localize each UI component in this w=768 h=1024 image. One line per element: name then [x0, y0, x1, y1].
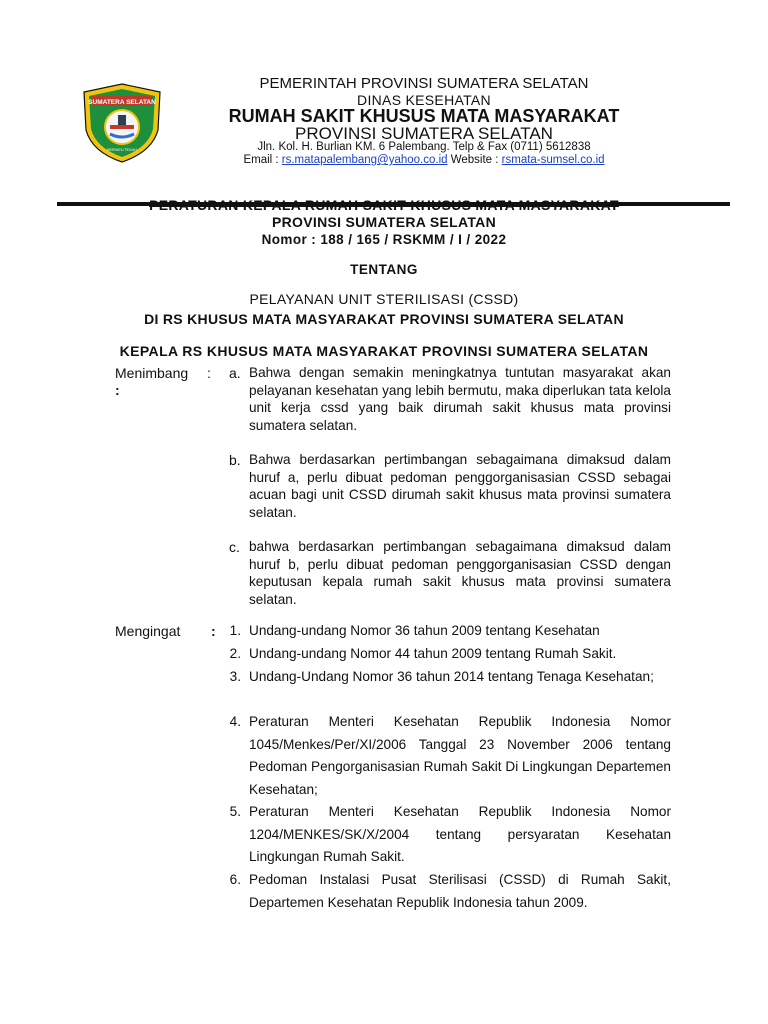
letterhead-divider [57, 202, 730, 206]
mengingat-item-1: Undang-undang Nomor 36 tahun 2009 tentang Kesehatan [249, 623, 600, 638]
subject-line-1: PELAYANAN UNIT STERILISASI (CSSD) [249, 291, 519, 307]
menimbang-item-b: Bahwa berdasarkan pertimbangan sebagaimana dimaksud dalam huruf a, perlu dibuat pedoman penggorganisasian CSSD sebagai acuan bagi unit CSSD dirumah sakit khusus mata provinsi sumatera selatan. [249, 452, 671, 521]
menimbang-colon-extra: : [115, 382, 120, 398]
letterhead-line-government: PEMERINTAH PROVINSI SUMATERA SELATAN [259, 75, 589, 92]
regulation-province: PROVINSI SUMATERA SELATAN [272, 214, 496, 230]
mengingat-label: Mengingat [115, 623, 181, 639]
menimbang-colon: : [207, 365, 211, 381]
letterhead-hospital-name: RUMAH SAKIT KHUSUS MATA MASYARAKAT [228, 106, 620, 126]
mengingat-item-6: Pedoman Instalasi Pusat Sterilisasi (CSSD) di Rumah Sakit, Departemen Kesehatan Republik Indonesia tahun 2009. [249, 872, 671, 910]
subject-line-2: DI RS KHUSUS MATA MASYARAKAT PROVINSI SUMATERA SELATAN [144, 311, 624, 327]
menimbang-item-c: bahwa berdasarkan pertimbangan sebagaimana dimaksud dalam huruf b, perlu dibuat pedoman penggorganisasian CSSD dengan keputusan kepala rumah sakit khusus mata provinsi sumatera selatan. [249, 539, 671, 608]
mengingat-marker-6: 6. [229, 872, 241, 887]
menimbang-marker-a: a. [229, 365, 241, 381]
mengingat-marker-5: 5. [229, 804, 241, 819]
menimbang-marker-b: b. [229, 452, 241, 468]
mengingat-marker-3: 3. [229, 669, 241, 684]
letterhead-address: Jln. Kol. H. Burlian KM. 6 Palembang. Telp & Fax (0711) 5612838 [257, 141, 591, 153]
mengingat-item-4: Peraturan Menteri Kesehatan Republik Indonesia Nomor 1045/Menkes/Per/XI/2006 Tanggal 23 November 2006 tentang Pedoman Pengorganisasian Rumah Sakit Di Lingkungan Departemen Kesehatan; [249, 714, 671, 797]
mengingat-colon: : [211, 623, 216, 639]
mengingat-marker-4: 4. [229, 714, 241, 729]
mengingat-marker-1: 1. [229, 623, 241, 638]
tentang-heading: TENTANG [350, 262, 418, 277]
menimbang-label: Menimbang [115, 365, 189, 381]
letterhead-province: PROVINSI SUMATERA SELATAN [295, 124, 553, 143]
logo-motto: BERSATU TEGUH [107, 148, 137, 152]
website-label: Website : [447, 154, 502, 166]
mengingat-marker-2: 2. [229, 646, 241, 661]
menimbang-item-a: Bahwa dengan semakin meningkatnya tuntutan masyarakat akan pelayanan kesehatan yang lebih bermutu, maka diperlukan tata kelola unit kerja cssd yang baik dirumah sakit khusus mata provinsi sumatera selatan. [249, 365, 671, 434]
letterhead-line-department: DINAS KESEHATAN [357, 92, 491, 108]
email-label: Email : [243, 154, 282, 166]
issuing-authority: KEPALA RS KHUSUS MATA MASYARAKAT PROVINSI SUMATERA SELATAN [119, 343, 649, 359]
logo-text: SUMATERA SELATAN [88, 99, 156, 106]
mengingat-item-3: Undang-Undang Nomor 36 tahun 2014 tentang Tenaga Kesehatan; [249, 669, 654, 684]
letterhead-contact [40, 154, 768, 166]
email-link[interactable]: rs.matapalembang@yahoo.co.id [281, 154, 448, 166]
regulation-number: Nomor : 188 / 165 / RSKMM / I / 2022 [261, 232, 507, 247]
menimbang-marker-c: c. [229, 539, 240, 555]
mengingat-item-2: Undang-undang Nomor 44 tahun 2009 tentang Rumah Sakit. [249, 646, 617, 661]
website-link[interactable]: rsmata-sumsel.co.id [501, 154, 605, 166]
mengingat-item-5: Peraturan Menteri Kesehatan Republik Indonesia Nomor 1204/MENKES/SK/X/2004 tentang persyaratan Kesehatan Lingkungan Rumah Sakit. [249, 804, 671, 864]
